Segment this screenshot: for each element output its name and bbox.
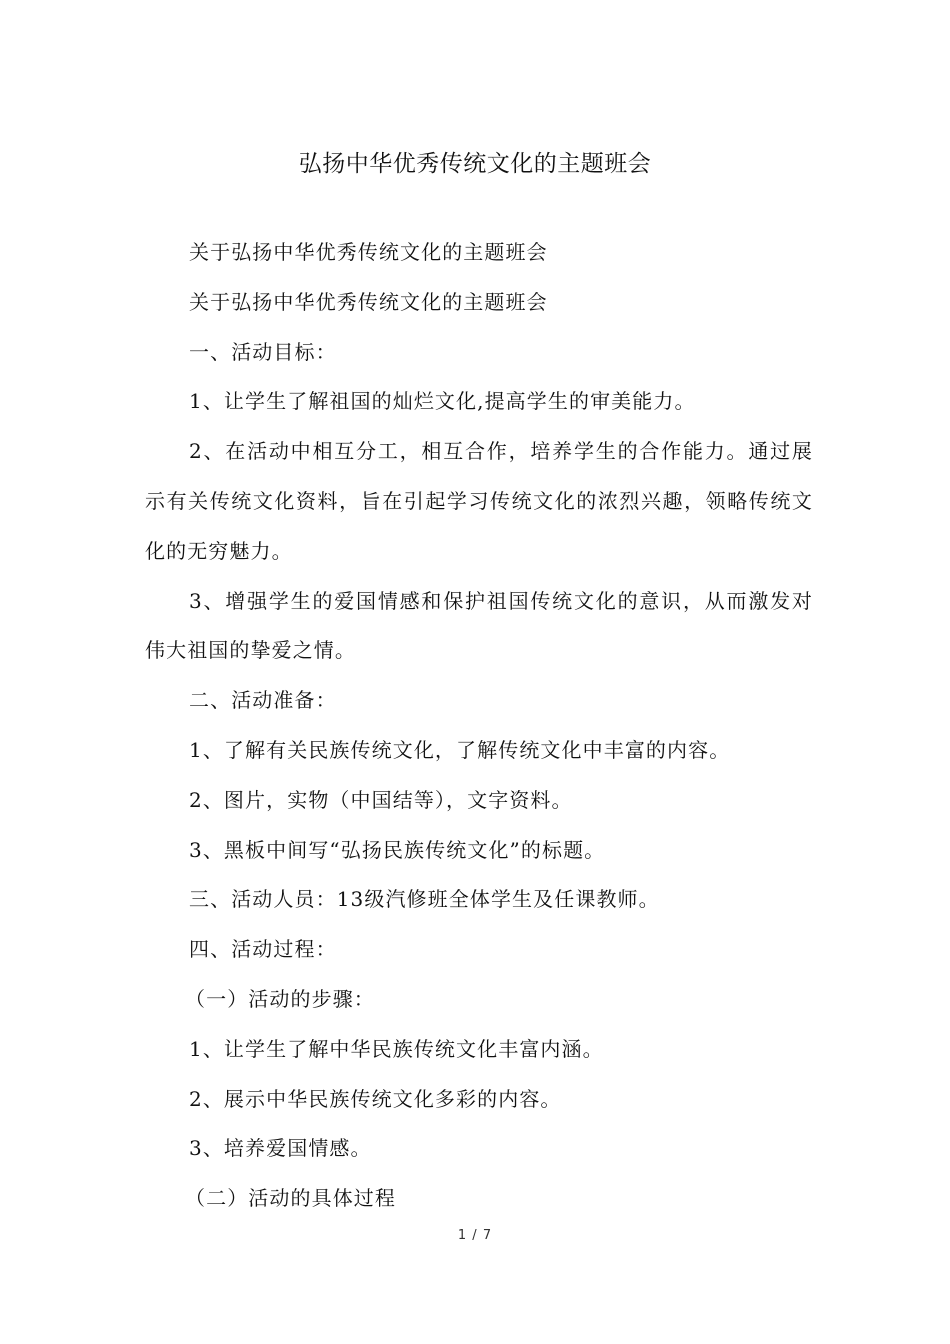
paragraph: 关于弘扬中华优秀传统文化的主题班会 <box>189 240 548 264</box>
section-heading: 三、活动人员：13级汽修班全体学生及任课教师。 <box>189 887 660 912</box>
paragraph: 2、在活动中相互分工，相互合作，培养学生的合作能力。通过展示有关传统文化资料，旨在引起学习传统文化的浓烈兴趣，领略传统文化的无穷魅力。 <box>145 439 813 563</box>
paragraph: 1、让学生了解祖国的灿烂文化,提高学生的审美能力。 <box>189 389 696 414</box>
paragraph: 1、了解有关民族传统文化，了解传统文化中丰富的内容。 <box>189 737 731 762</box>
paragraph: 1、让学生了解中华民族传统文化丰富内涵。 <box>189 1036 604 1061</box>
paragraph: 3、培养爱国情感。 <box>189 1136 372 1161</box>
document-title: 弘扬中华优秀传统文化的主题班会 <box>298 151 652 177</box>
section-heading: 二、活动准备： <box>189 688 337 713</box>
paragraph: 3、黑板中间写“弘扬民族传统文化”的标题。 <box>189 837 606 862</box>
section-heading: 四、活动过程： <box>189 937 337 962</box>
subsection-heading: （一）活动的步骤： <box>185 986 375 1011</box>
paragraph: 3、增强学生的爱国情感和保护祖国传统文化的意识，从而激发对伟大祖国的挚爱之情。 <box>145 588 813 663</box>
page-number: 1 / 7 <box>457 1228 493 1243</box>
paragraph: 关于弘扬中华优秀传统文化的主题班会 <box>189 289 548 314</box>
document-body <box>145 228 813 1224</box>
subsection-heading: （二）活动的具体过程 <box>185 1186 396 1211</box>
section-heading: 一、活动目标： <box>189 339 337 364</box>
paragraph: 2、展示中华民族传统文化多彩的内容。 <box>189 1086 562 1111</box>
paragraph: 2、图片，实物（中国结等），文字资料。 <box>189 787 573 812</box>
